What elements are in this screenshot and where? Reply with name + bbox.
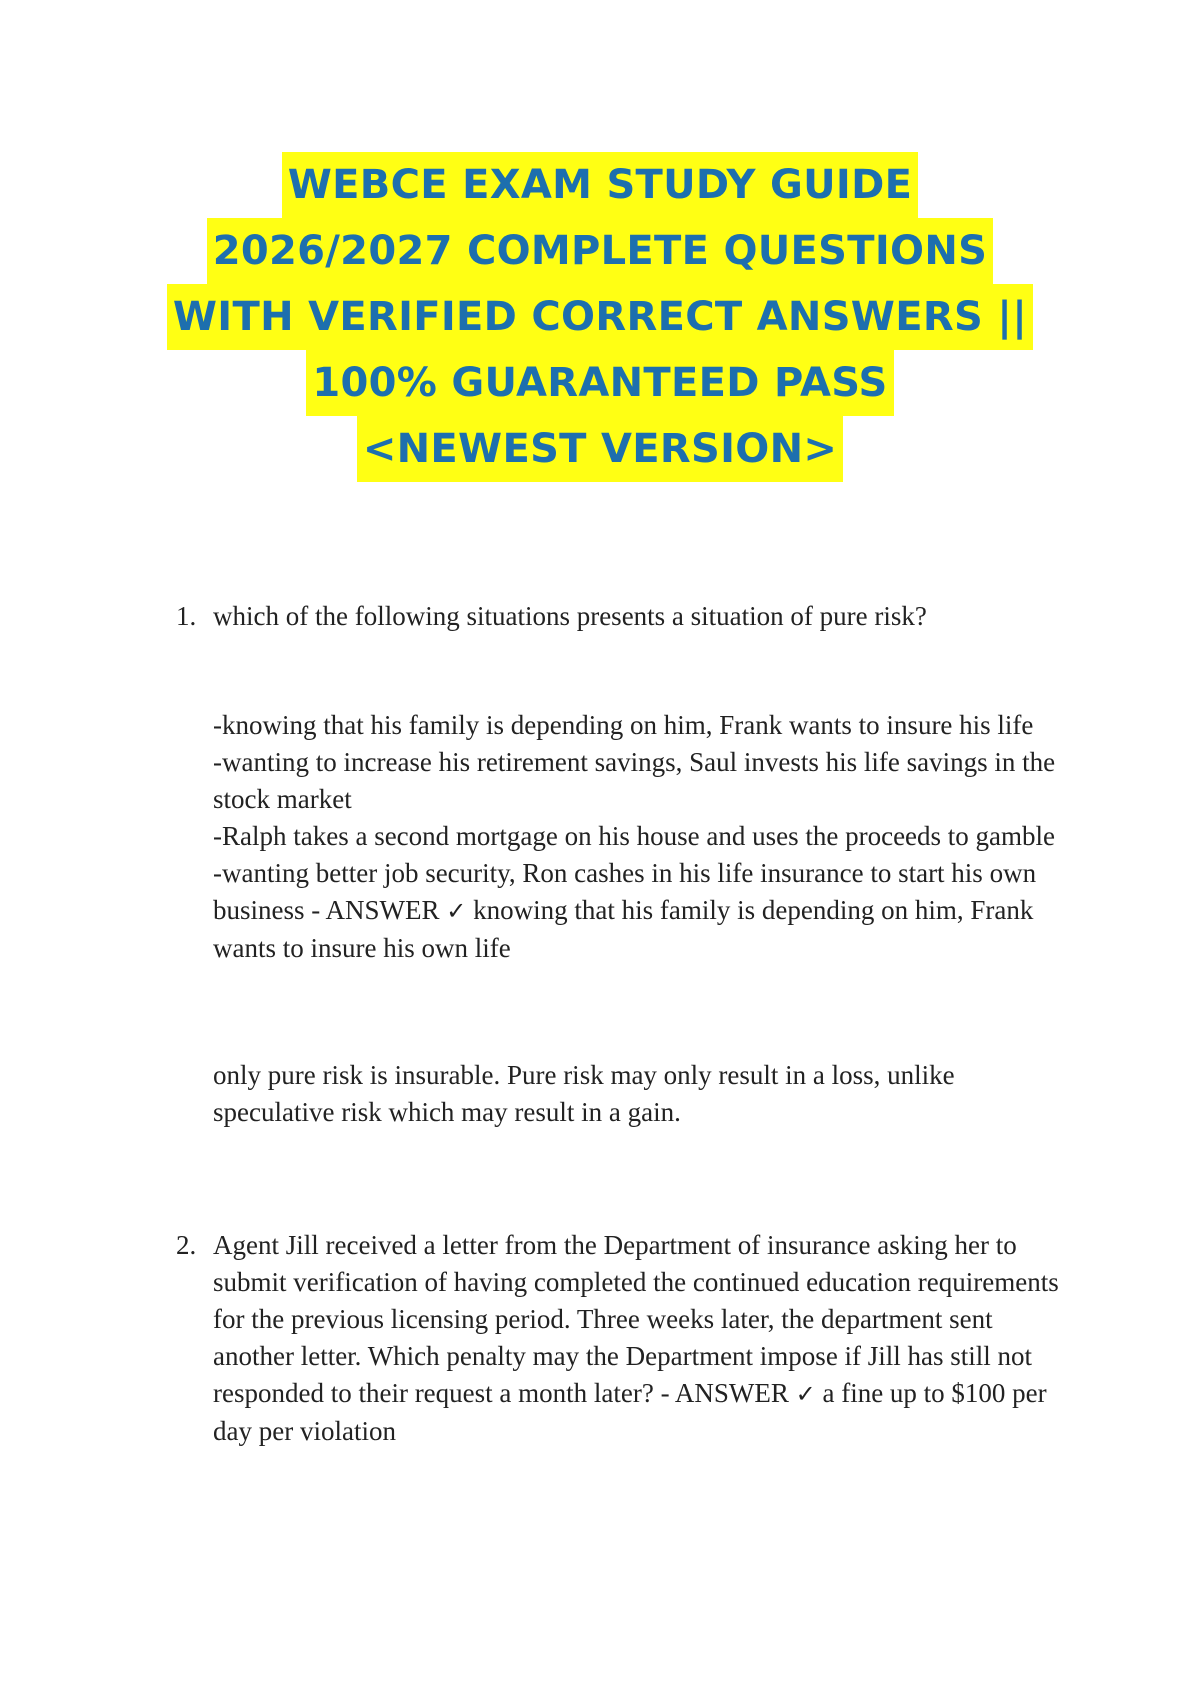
option-text: -Ralph takes a second mortgage on his house and uses the proceeds to gamble bbox=[213, 821, 1056, 851]
answer-prefix: - ANSWER bbox=[304, 895, 447, 925]
answer-text: a fine up to $100 per day per violation bbox=[213, 1378, 1047, 1446]
option-text: -wanting to increase his retirement savings, Saul invests his life savings in the stock market bbox=[213, 747, 1056, 814]
title-line: <NEWEST VERSION> bbox=[357, 416, 843, 482]
title-line: WEBCE EXAM STUDY GUIDE bbox=[282, 152, 918, 218]
option-text: -knowing that his family is depending on him, Frank wants to insure his life bbox=[213, 710, 1034, 740]
question-text: which of the following situations presents a situation of pure risk? bbox=[213, 601, 927, 631]
answer-text: knowing that his family is depending on him, Frank wants to insure his own life bbox=[213, 895, 1034, 963]
question-item-2 bbox=[176, 1227, 1076, 1450]
question-list bbox=[176, 598, 1076, 1450]
question-item-1 bbox=[176, 598, 1076, 1131]
question-number: 2. bbox=[176, 1230, 197, 1260]
answer-options bbox=[213, 707, 1076, 967]
explanation-text: only pure risk is insurable. Pure risk may only result in a loss, unlike speculative risk which may result in a gain. bbox=[213, 1060, 955, 1127]
document-title bbox=[0, 152, 1200, 482]
title-line: 100% GUARANTEED PASS bbox=[306, 350, 893, 416]
checkmark-icon: ✓ bbox=[795, 1380, 816, 1408]
answer-prefix: - ANSWER bbox=[653, 1378, 796, 1408]
question-number: 1. bbox=[176, 601, 197, 631]
question-text: Agent Jill received a letter from the Department of insurance asking her to submit verification of having completed the continued education requirements for the previous licensing period. Three weeks later, the department sent another letter. Which penalty may the Department impose if Jill has still not responded to their request a month later? bbox=[213, 1230, 1059, 1408]
checkmark-icon: ✓ bbox=[446, 897, 467, 925]
option-text: -wanting better job security, Ron cashes in his life insurance to start his own business bbox=[213, 858, 1037, 925]
question-text-block bbox=[213, 1227, 1076, 1450]
title-line: WITH VERIFIED CORRECT ANSWERS || bbox=[167, 284, 1033, 350]
title-line: 2026/2027 COMPLETE QUESTIONS bbox=[207, 218, 994, 284]
